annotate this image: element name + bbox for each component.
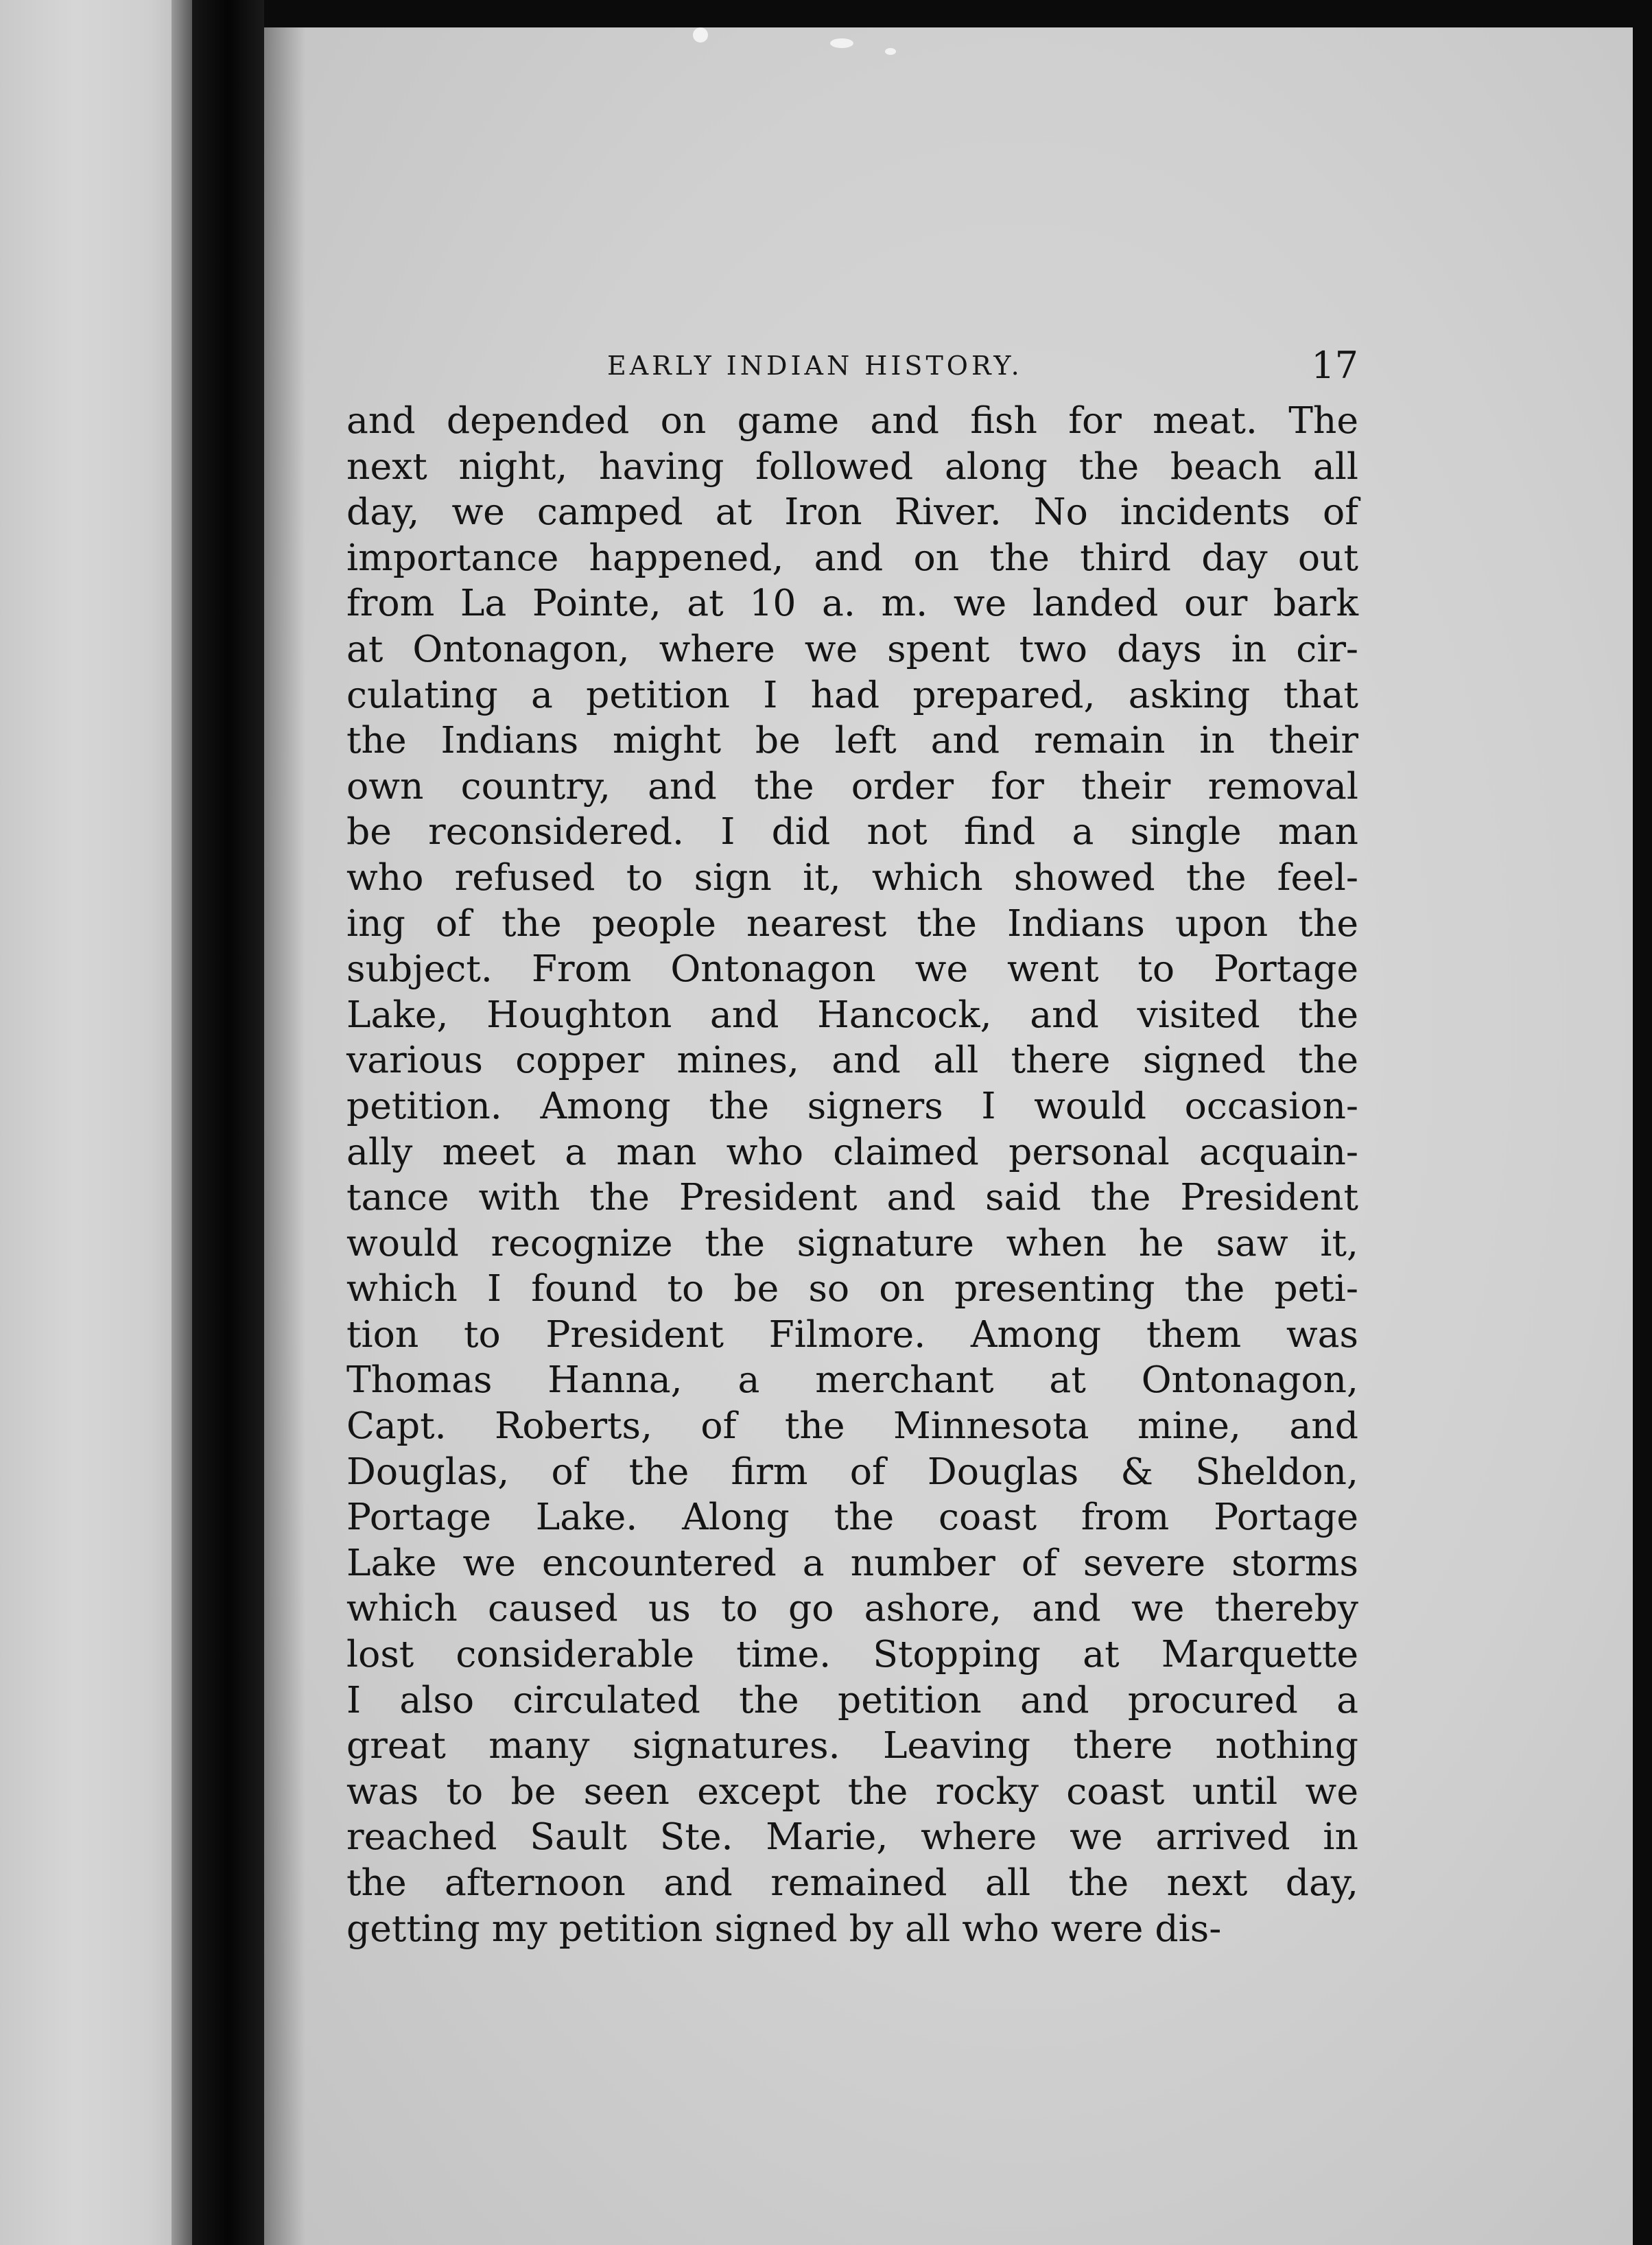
text-line: ally meet a man who claimed personal acquain-: [346, 1129, 1358, 1173]
scan-border: [1633, 0, 1652, 2245]
text-line: was to be seen except the rocky coast until we: [346, 1769, 1358, 1813]
text-line: be reconsidered. I did not find a single man: [346, 810, 1358, 854]
text-line: reached Sault Ste. Marie, where we arrived in: [346, 1815, 1358, 1859]
text-line: subject. From Ontonagon we went to Portage: [346, 947, 1358, 991]
text-line: petition. Among the signers I would occasion-: [346, 1083, 1358, 1127]
text-line: Capt. Roberts, of the Minnesota mine, and: [346, 1404, 1358, 1448]
text-line: ing of the people nearest the Indians upon the: [346, 901, 1358, 945]
dust-speck: [830, 38, 853, 48]
text-line: Portage Lake. Along the coast from Portage: [346, 1495, 1358, 1539]
text-line: from La Pointe, at 10 a. m. we landed our bark: [346, 581, 1358, 625]
text-line: day, we camped at Iron River. No incidents of: [346, 490, 1358, 534]
book-gutter: [192, 0, 264, 2245]
text-line: next night, having followed along the beach all: [346, 444, 1358, 488]
text-line: the Indians might be left and remain in their: [346, 718, 1358, 762]
dust-speck: [693, 27, 708, 43]
text-line: tion to President Filmore. Among them was: [346, 1312, 1358, 1356]
text-line: which caused us to go ashore, and we thereby: [346, 1586, 1358, 1630]
page-body-text: [346, 398, 1358, 1951]
text-line: the afternoon and remained all the next day,: [346, 1861, 1358, 1904]
text-line: getting my petition signed by all who were dis-: [346, 1906, 1222, 1950]
text-line: culating a petition I had prepared, asking that: [346, 672, 1358, 716]
text-line: and depended on game and fish for meat. The: [346, 399, 1358, 442]
running-head-title: EARLY INDIAN HISTORY.: [607, 351, 1023, 381]
page-number: 17: [1311, 344, 1358, 387]
text-line: Lake we encountered a number of severe storms: [346, 1540, 1358, 1584]
text-line: tance with the President and said the President: [346, 1175, 1358, 1219]
text-line: importance happened, and on the third day out: [346, 535, 1358, 579]
text-line: I also circulated the petition and procured a: [346, 1678, 1358, 1721]
text-line: great many signatures. Leaving there nothing: [346, 1724, 1358, 1767]
facing-page-edge: [0, 0, 185, 2245]
dust-speck: [885, 48, 896, 55]
text-line: which I found to be so on presenting the peti-: [346, 1267, 1358, 1310]
text-line: lost considerable time. Stopping at Marquette: [346, 1632, 1358, 1676]
text-line: Douglas, of the firm of Douglas & Sheldon,: [346, 1449, 1358, 1493]
running-head: [346, 346, 1358, 395]
page-inner-shadow: [264, 27, 305, 2245]
text-line: Lake, Houghton and Hancock, and visited the: [346, 992, 1358, 1036]
text-line: own country, and the order for their removal: [346, 764, 1358, 808]
text-line: at Ontonagon, where we spent two days in cir-: [346, 626, 1358, 670]
text-line: various copper mines, and all there signed the: [346, 1038, 1358, 1082]
text-line: would recognize the signature when he saw it,: [346, 1221, 1358, 1265]
text-line: who refused to sign it, which showed the feel-: [346, 855, 1358, 899]
facing-page-shadow: [172, 0, 192, 2245]
text-line: Thomas Hanna, a merchant at Ontonagon,: [346, 1358, 1358, 1402]
